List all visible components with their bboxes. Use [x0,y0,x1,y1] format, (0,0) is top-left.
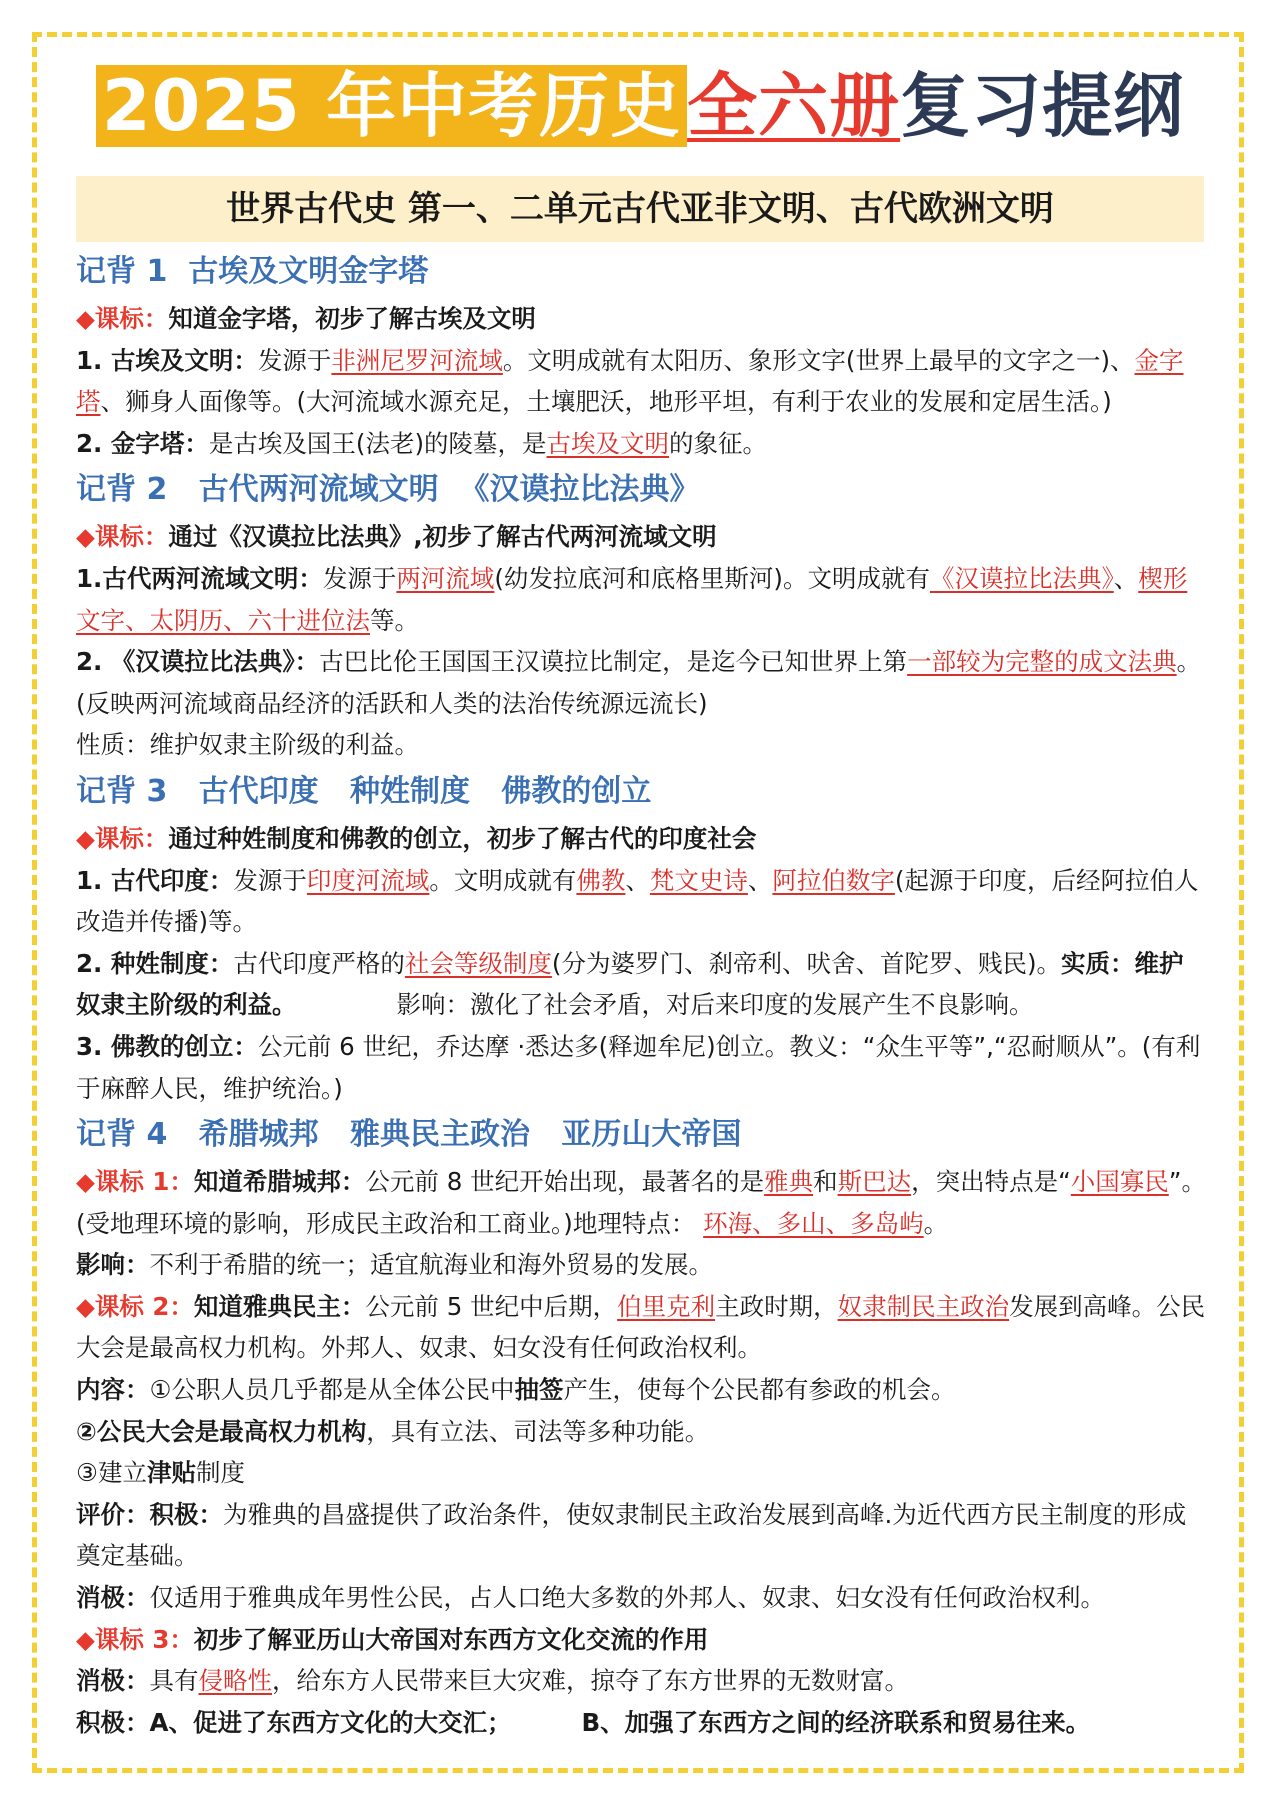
text: 。(反映两河流域商品经济的活跃和人类的法治传统源远流长) [76,647,1202,718]
kebiao-text: 知道金字塔，初步了解古埃及文明 [168,304,536,333]
item-label: 消极： [76,1666,150,1696]
key-term: 小国寡民 [1070,1167,1169,1197]
text: 等。 [370,605,419,635]
key-term: 环海、多山、多岛屿 [703,1208,924,1238]
text: ①公职人员几乎都是从全体公民中 [149,1375,515,1405]
kebiao-text: 通过《汉谟拉比法典》,初步了解古代两河流域文明 [168,522,717,552]
text: 为雅典的昌盛提供了政治条件，使奴隶制民主政治发展到高峰.为近代西方民主制度的形成奠定基础。 [76,1499,1187,1571]
s4-positive [76,1702,1206,1744]
s3-kebiao [76,818,1206,860]
key-term: 雅典 [764,1167,814,1197]
s4-evaluation-positive [76,1494,1206,1577]
s4-content-3 [76,1452,1206,1494]
title-part-year: 2025 年中考历史 [96,65,687,147]
kebiao-label: ◆课标： [76,522,169,552]
kebiao-label: ◆课标 1： [76,1167,194,1197]
key-term: 金字塔 [76,345,1184,417]
text: 。 [923,1208,949,1238]
key-term: 梵文史诗 [649,865,748,895]
s1-item-2 [76,423,1206,465]
item-label: 1. 古埃及文明： [76,345,258,375]
text: (幼发拉底河和底格里斯河)。文明成就有 [494,563,930,593]
item-label: 3. 佛教的创立： [76,1031,258,1061]
text: 发源于 [322,563,397,593]
text: B、加强了东西方之间的经济联系和贸易往来。 [581,1707,1091,1737]
item-label: 1. 古代印度： [76,865,234,895]
s1-kebiao [76,298,1206,340]
title-part-rest: 复习提纲 [900,65,1185,147]
key-term: 斯巴达 [837,1167,912,1197]
essence-text: 实质：维护奴隶主阶级的利益。 [76,948,1184,1020]
title-part-highlight: 全六册 [687,65,901,147]
text: 、 [747,865,773,895]
s4-kebiao-2 [76,1286,1206,1369]
text: 具有 [149,1666,199,1696]
text: 、狮身人面像等。(大河流域水源充足，土壤肥沃，地形平坦，有利于农业的发展和定居生活。) [100,387,1112,417]
key-term: 伯里克利 [617,1291,716,1321]
text: 发展到高峰。公民大会是最高权力机构。外邦人、奴隶、妇女没有任何政治权利。 [76,1291,1206,1363]
key-term: 社会等级制度 [404,948,552,978]
text: 的象征。 [669,428,768,458]
item-label: ②公民大会是最高权力机构 [76,1416,367,1446]
content [76,246,1206,1743]
text: 公元前 5 世纪中后期， [365,1291,618,1321]
text: 公元前 8 世纪开始出现，最著名的是 [365,1167,765,1197]
key-term: 一部较为完整的成文法典 [907,647,1177,677]
text: 发源于 [257,345,332,375]
text: 产生，使每个公民都有参政的机会。 [563,1375,956,1405]
s4-kebiao-1 [76,1161,1206,1244]
key-term: 《汉谟拉比法典》 [929,563,1114,593]
item-label: 2. 种姓制度： [76,948,234,978]
item-label: 知道希腊城邦： [193,1167,366,1197]
text: (起源于印度，后经阿拉伯人改造并传播)等。 [76,865,1199,937]
text: ，具有立法、司法等多种功能。 [366,1416,710,1446]
s3-item-3 [76,1026,1206,1109]
text: ，给东方人民带来巨大灾难，掠夺了东方世界的无数财富。 [272,1666,909,1696]
s2-item-1 [76,558,1206,641]
text: 和 [813,1167,838,1197]
key-term: 非洲尼罗河流域 [331,345,503,375]
key-term: 两河流域 [396,563,495,593]
key-term: 津贴 [146,1458,196,1488]
s1-item-1 [76,340,1206,423]
section-heading-4: 记背 4 希腊城邦 雅典民主政治 亚历山大帝国 [76,1117,742,1153]
text: 、 [625,865,650,895]
s4-impact [76,1244,1206,1286]
text: 。文明成就有 [429,865,577,895]
text: 古巴比伦王国国王汉谟拉比制定，是迄今已知世界上第 [319,647,908,677]
kebiao-label: ◆课标 2： [76,1291,194,1321]
kebiao-text: 通过种姓制度和佛教的创立，初步了解古代的印度社会 [168,823,757,853]
section-heading-3: 记背 3 古代印度 种姓制度 佛教的创立 [76,773,652,809]
s3-item-2 [76,943,1206,1026]
key-term: 楔形文字、太阴历、六十进位法 [76,563,1188,635]
kebiao-label: ◆课标 3： [76,1624,194,1654]
s2-item-2 [76,641,1206,724]
section-heading-1: 记背 1 古埃及文明金字塔 [76,254,429,289]
s3-item-1 [76,860,1206,943]
text: 主政时期， [715,1291,838,1321]
key-term: 印度河流域 [306,865,430,895]
s4-kebiao-3 [76,1619,1206,1661]
text: 公元前 6 世纪，乔达摩 ·悉达多(释迦牟尼)创立。教义：“众生平等”,“忍耐顺从”。(有利于麻醉人民，维护统治。) [76,1031,1201,1103]
section-heading-2: 记背 2 古代两河流域文明 《汉谟拉比法典》 [76,472,700,508]
text: 发源于 [233,865,307,895]
key-term: 抽签 [514,1375,564,1405]
key-term: 古埃及文明 [546,428,670,458]
s4-content-2 [76,1411,1206,1453]
text: (分为婆罗门、刹帝利、吠舍、首陀罗、贱民)。 [551,948,1062,978]
key-term: 侵略性 [198,1666,272,1696]
kebiao-label: ◆课标： [76,304,169,333]
item-label: 消极： [76,1583,150,1613]
kebiao-label: ◆课标： [76,823,169,853]
item-label: 评价：积极： [76,1499,223,1529]
s4-content-1 [76,1369,1206,1411]
item-label: 知道雅典民主： [193,1291,366,1321]
item-label: 内容： [76,1375,150,1405]
text: 。文明成就有太阳历、象形文字(世界上最早的文字之一)、 [502,345,1135,375]
key-term: 奴隶制民主政治 [837,1291,1010,1321]
text: ③建立 [76,1458,147,1488]
unit-banner: 世界古代史 第一、二单元古代亚非文明、古代欧洲文明 [76,176,1204,242]
key-term: 佛教 [576,865,626,895]
s4-evaluation-negative [76,1577,1206,1619]
text: 影响：激化了社会矛盾，对后来印度的发展产生不良影响。 [396,990,1034,1020]
page-title [0,60,1280,152]
text: 是古埃及国王(法老)的陵墓，是 [208,428,547,458]
item-label: 2. 《汉谟拉比法典》： [76,647,320,677]
s4-negative [76,1660,1206,1702]
text: 、 [1113,563,1139,593]
text: 仅适用于雅典成年男性公民，占人口绝大多数的外邦人、奴隶、妇女没有任何政治权利。 [149,1583,1105,1613]
text: ”。(受地理环境的影响，形成民主政治和工商业。)地理特点： [76,1167,1206,1238]
kebiao-text: 初步了解亚历山大帝国对东西方文化交流的作用 [193,1624,709,1654]
text: 制度 [195,1458,245,1488]
text: 古代印度严格的 [233,948,405,978]
item-label: 1.古代两河流域文明： [76,563,323,593]
s2-kebiao [76,516,1206,558]
key-term: 阿拉伯数字 [772,865,895,895]
s2-nature: 性质：维护奴隶主阶级的利益。 [76,730,419,760]
text: ，突出特点是“ [911,1167,1071,1197]
item-label: 影响： [76,1250,150,1280]
text: 积极：A、促进了东西方文化的大交汇； [76,1707,512,1737]
text: 不利于希腊的统一；适宜航海业和海外贸易的发展。 [149,1250,713,1280]
item-label: 2. 金字塔： [76,428,209,458]
